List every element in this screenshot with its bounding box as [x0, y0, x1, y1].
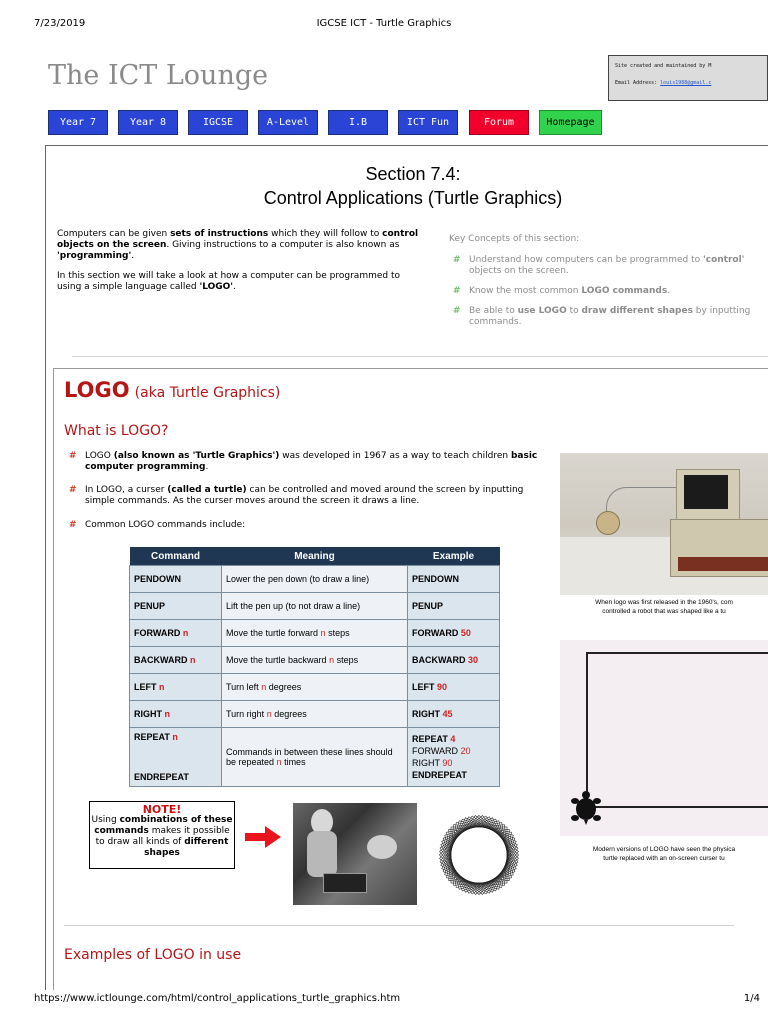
command-cell: FORWARD n [130, 620, 222, 647]
table-row [130, 566, 500, 593]
table-row [130, 674, 500, 701]
content-frame-top [45, 145, 768, 146]
section-divider-2 [64, 925, 734, 926]
command-cell: BACKWARD n [130, 647, 222, 674]
hash-bullet-icon: # [69, 451, 77, 461]
nav-homepage[interactable]: Homepage [539, 110, 602, 135]
logo-bullet: # Common LOGO commands include: [69, 520, 246, 530]
nav-year-8[interactable]: Year 8 [118, 110, 178, 135]
example-cell: PENDOWN [408, 566, 500, 593]
note-box [89, 801, 235, 869]
what-is-logo-heading: What is LOGO? [64, 423, 169, 439]
meaning-cell: Lift the pen up (to not draw a line) [222, 593, 408, 620]
nav-year-7[interactable]: Year 7 [48, 110, 108, 135]
key-concept-item: # Know the most common LOGO commands. [453, 286, 671, 296]
column-header-example: Example [408, 547, 500, 566]
section-number: Section 7.4: [365, 164, 461, 184]
command-cell: LEFT n [130, 674, 222, 701]
key-concept-item: # Understand how computers can be programmed to 'control' objects on the screen. [453, 255, 745, 276]
hash-bullet-icon: # [453, 286, 461, 296]
table-row [130, 647, 500, 674]
key-concepts-title: Key Concepts of this section: [449, 234, 580, 244]
meaning-cell: Move the turtle forward n steps [222, 620, 408, 647]
logo-box-border-left [53, 368, 54, 990]
logo-heading [64, 378, 280, 402]
children-using-logo-photo [293, 803, 417, 905]
nav-forum[interactable]: Forum [469, 110, 529, 135]
site-info-box [608, 55, 768, 101]
table-row-repeat [130, 728, 500, 787]
command-cell: PENUP [130, 593, 222, 620]
print-page-number: 1/4 [743, 993, 760, 1004]
nav-ict-fun[interactable]: ICT Fun [398, 110, 458, 135]
print-url: https://www.ictlounge.com/html/control_applications_turtle_graphics.htm [34, 993, 401, 1004]
intro-paragraph-1: Computers can be given sets of instructions which they will follow to control objects on the screen. Giving instructions to a computer is also known as 'programming'. [57, 229, 419, 261]
logo-spirograph-image [429, 805, 529, 905]
turtle-screen-image [560, 640, 768, 836]
section-name: Control Applications (Turtle Graphics) [263, 188, 563, 208]
turtle-screen-caption: Modern versions of LOGO have seen the physica turtle replaced with an on-screen curser tu [592, 846, 736, 862]
command-cell: REPEAT n ENDREPEAT [130, 728, 222, 787]
logo-commands-table [129, 547, 500, 787]
hash-bullet-icon: # [69, 520, 77, 530]
site-info-creator: Site created and maintained by M [615, 63, 712, 69]
examples-heading: Examples of LOGO in use [64, 947, 242, 963]
example-cell: BACKWARD 30 [408, 647, 500, 674]
logo-bullet: # LOGO (also known as 'Turtle Graphics') was developed in 1967 as a way to teach children basic computer programming. [69, 451, 538, 472]
example-cell: REPEAT 4 FORWARD 20 RIGHT 90 ENDREPEAT [408, 728, 500, 787]
hash-bullet-icon: # [453, 306, 461, 316]
print-date: 7/23/2019 [34, 18, 86, 29]
example-cell: LEFT 90 [408, 674, 500, 701]
note-title: NOTE! [142, 803, 182, 816]
table-row [130, 593, 500, 620]
site-info-email-link[interactable]: louis1988@gmail.c [660, 80, 712, 86]
logo-box-border-top [53, 368, 768, 369]
example-cell: PENUP [408, 593, 500, 620]
meaning-cell: Move the turtle backward n steps [222, 647, 408, 674]
column-header-command: Command [130, 547, 222, 566]
hash-bullet-icon: # [69, 485, 77, 495]
site-info-email-label: Email Address: [615, 80, 658, 86]
table-row [130, 701, 500, 728]
section-title [228, 162, 598, 210]
key-concept-item: # Be able to use LOGO to draw different shapes by inputting commands. [453, 306, 751, 327]
table-row [130, 620, 500, 647]
turtle-icon [568, 790, 604, 826]
content-frame-left [45, 145, 46, 990]
meaning-cell: Turn left n degrees [222, 674, 408, 701]
nav-a-level[interactable]: A-Level [258, 110, 318, 135]
print-page-title: IGCSE ICT - Turtle Graphics [316, 18, 452, 29]
intro-text [57, 229, 427, 302]
section-divider [72, 356, 768, 357]
key-concepts [449, 234, 768, 337]
meaning-cell: Lower the pen down (to draw a line) [222, 566, 408, 593]
nav-ib[interactable]: I.B [328, 110, 388, 135]
site-title[interactable]: The ICT Lounge [48, 60, 269, 91]
logo-robot-photo [560, 453, 768, 595]
robot-photo-caption: When logo was first released in the 1960's, com controlled a robot that was shaped like a tu [595, 599, 733, 615]
command-cell: RIGHT n [130, 701, 222, 728]
meaning-cell: Turn right n degrees [222, 701, 408, 728]
meaning-cell: Commands in between these lines should be repeated n times [222, 728, 408, 787]
command-cell: PENDOWN [130, 566, 222, 593]
example-cell: FORWARD 50 [408, 620, 500, 647]
red-arrow-icon [245, 826, 281, 848]
note-text: Using combinations of these commands makes it possible to draw all kinds of different shapes [91, 815, 233, 858]
logo-heading-main: LOGO [64, 378, 130, 402]
site-info-email-line [615, 80, 711, 86]
column-header-meaning: Meaning [222, 547, 408, 566]
example-cell: RIGHT 45 [408, 701, 500, 728]
table-header-row [130, 547, 500, 566]
logo-heading-aka: (aka Turtle Graphics) [134, 385, 281, 401]
nav-igcse[interactable]: IGCSE [188, 110, 248, 135]
intro-paragraph-2: In this section we will take a look at how a computer can be programmed to using a simple language called 'LOGO'. [57, 271, 401, 292]
hash-bullet-icon: # [453, 255, 461, 265]
logo-bullet: # In LOGO, a curser (called a turtle) can be controlled and moved around the screen by inputting simple commands. As the curser moves around the screen it draws a line. [69, 485, 524, 506]
